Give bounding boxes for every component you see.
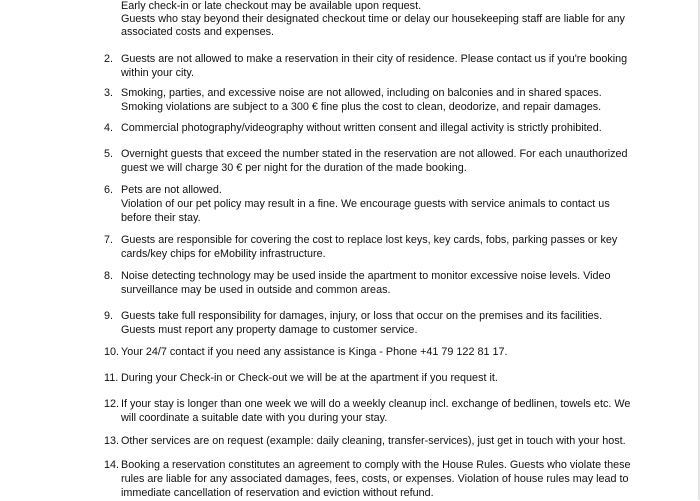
rule-line: Smoking violations are subject to a 300 € fine plus the cost to clean, deodorize, and repair damages.: [121, 101, 602, 114]
rule-text: [121, 52, 684, 80]
rule-text: [121, 121, 684, 135]
rule-number: 3.: [104, 87, 114, 99]
rule-text: [121, 269, 684, 297]
rule-line: immediate cancellation of reservation and eviction without refund.: [121, 487, 434, 500]
rule-line: before their stay.: [121, 212, 201, 225]
rule-number: 5.: [104, 148, 114, 160]
rule-line: Commercial photography/videography without written consent and illegal activity is strictly prohibited.: [121, 122, 602, 134]
house-rule: [104, 269, 684, 297]
rule-line: Booking a reservation constitutes an agreement to comply with the House Rules. Guests who violate these: [121, 459, 631, 471]
intro-line: Early check-in or late checkout may be available upon request.: [121, 0, 422, 12]
house-rule: [104, 345, 684, 359]
rule-line: surveillance may be used in outside and common areas.: [121, 284, 391, 297]
rule-line: Guests take full responsibility for damages, injury, or loss that occur on the premises and its facilities.: [121, 310, 603, 322]
rule-line: cards/key chips for eMobility infrastructure.: [121, 248, 326, 261]
rule-number: 11.: [104, 372, 119, 384]
rule-text: [121, 309, 684, 337]
rule-line: Your 24/7 contact if you need any assistance is Kinga - Phone +41 79 122 81 17.: [121, 346, 508, 358]
rule-line: will coordinate a suitable date with you during your stay.: [121, 412, 388, 425]
house-rule: [104, 233, 684, 261]
rule-line: Overnight guests that exceed the number stated in the reservation are not allowed. For each unauthorized: [121, 148, 628, 160]
rule-number: 13.: [104, 435, 120, 447]
rule-text: [121, 233, 684, 261]
house-rule: [104, 121, 684, 135]
rule-number: 12.: [104, 398, 120, 410]
intro-line: associated costs and expenses.: [121, 26, 275, 39]
rule-number: 7.: [104, 234, 114, 246]
rule-line: guest we will charge 30 € per night for the duration of the made booking.: [121, 162, 467, 175]
rule-number: 6.: [104, 184, 114, 196]
rule-line: Guests are not allowed to make a reservation in their city of residence. Please contact us if you're booking: [121, 53, 628, 65]
rule-text: [121, 345, 684, 359]
intro-line: Guests who stay beyond their designated checkout time or delay our housekeeping staff are liable for any: [121, 13, 625, 26]
rule-number: 9.: [104, 310, 114, 322]
house-rule: [104, 458, 684, 501]
rule-line: Guests must report any property damage to customer service.: [121, 324, 418, 337]
rule-text: [121, 183, 684, 226]
rule-text: [121, 147, 684, 175]
house-rule: [104, 147, 684, 175]
rule-number: 2.: [104, 53, 114, 65]
rule-line: rules are liable for any associated damages, fees, costs, or expenses. Violation of house rules may lead to: [121, 473, 629, 486]
rule-number: 14.: [104, 459, 120, 471]
rule-line: Smoking, parties, and excessive noise are not allowed, including on balconies and in shared spaces.: [121, 87, 602, 99]
house-rule: [104, 183, 684, 226]
house-rule: [104, 434, 684, 448]
rule-line: During your Check-in or Check-out we will be at the apartment if you request it.: [121, 372, 498, 384]
rule-text: [121, 434, 684, 448]
rule-line: within your city.: [121, 67, 195, 80]
rule-line: Violation of our pet policy may result in a fine. We encourage guests with service animals to contact us: [121, 198, 610, 211]
rule-number: 4.: [104, 122, 114, 134]
rule-line: Guests are responsible for covering the cost to replace lost keys, key cards, fobs, parking passes or key: [121, 234, 618, 246]
rule-number: 8.: [104, 270, 114, 282]
intro-paragraph: [121, 0, 681, 40]
rule-number: 10.: [104, 346, 120, 358]
rule-line: Noise detecting technology may be used inside the apartment to monitor excessive noise levels. Video: [121, 270, 611, 282]
house-rule: [104, 309, 684, 337]
rule-text: [121, 371, 684, 385]
rule-text: [121, 397, 684, 425]
rule-line: If your stay is longer than one week we will do a weekly cleanup incl. exchange of bedlinen, towels etc. We: [121, 398, 631, 410]
rule-text: [121, 86, 684, 114]
house-rule: [104, 371, 684, 385]
house-rule: [104, 86, 684, 114]
house-rule: [104, 397, 684, 425]
rule-line: Other services are on request (example: daily cleaning, transfer-services), just get in touch with your host.: [121, 435, 626, 447]
rule-text: [121, 458, 684, 501]
house-rule: [104, 52, 684, 80]
rule-line: Pets are not allowed.: [121, 184, 222, 196]
